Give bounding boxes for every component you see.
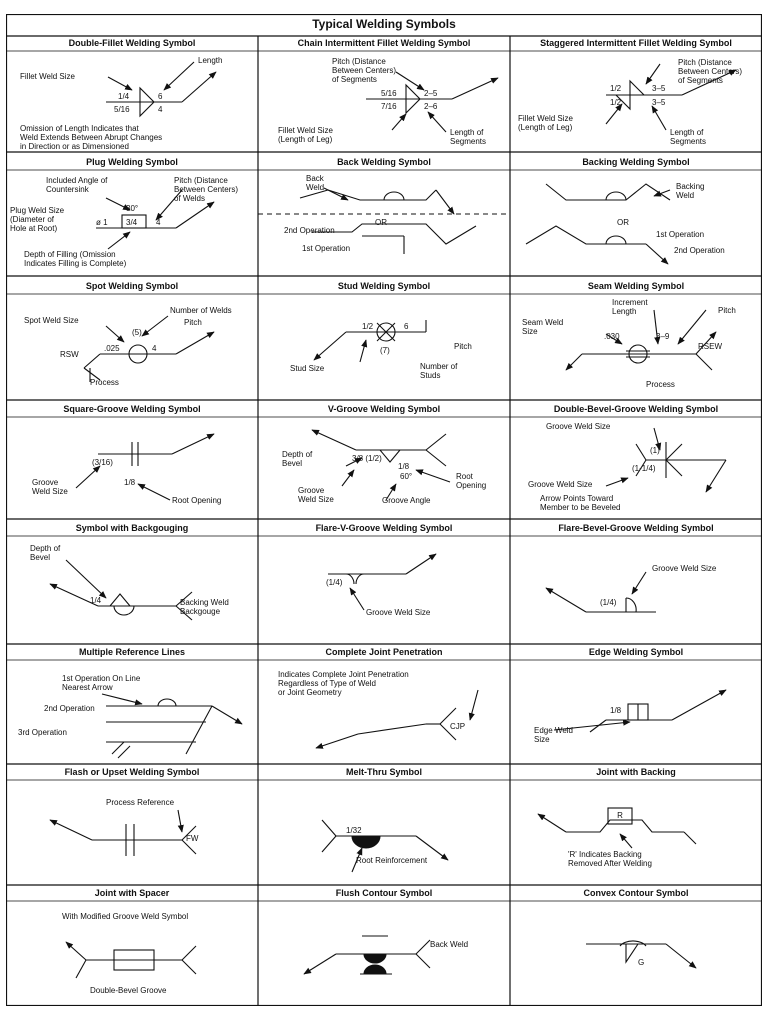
dimension-label: 4 xyxy=(152,344,157,353)
dimension-label: 7/16 xyxy=(381,102,397,111)
callout-label: Root Opening xyxy=(172,496,222,505)
dimension-label: 5/16 xyxy=(114,105,130,114)
cell-title: Square-Groove Welding Symbol xyxy=(63,404,201,414)
backing-welding-symbol xyxy=(526,184,670,264)
callout-label: Root Reinforcement xyxy=(356,856,428,865)
cell-title: Stud Welding Symbol xyxy=(337,281,431,291)
backgouging-symbol xyxy=(50,560,192,620)
dimension-label: 1/32 xyxy=(346,826,362,835)
process-label: RSW xyxy=(60,350,79,359)
double-bevel-groove-symbol xyxy=(606,428,726,492)
callout-label: Fillet Weld Size (Length of Leg) xyxy=(278,126,333,144)
cell-title: Joint with Spacer xyxy=(94,888,170,898)
callout-label: Groove Weld Size xyxy=(528,480,593,489)
callout-label: 1st Operation On Line Nearest Arrow xyxy=(62,674,141,692)
flash-upset-symbol xyxy=(50,810,199,856)
callout-label: Fillet Weld Size xyxy=(20,72,75,81)
callout-label: Depth of Bevel xyxy=(30,544,61,562)
callout-label: 1st Operation xyxy=(656,230,705,239)
dimension-label: (1) xyxy=(650,446,660,455)
dimension-label: 2–6 xyxy=(424,102,438,111)
callout-label: Groove Weld Size xyxy=(32,478,68,496)
callout-label: 2nd Operation xyxy=(284,226,335,235)
cell-title: Convex Contour Symbol xyxy=(583,888,689,898)
callout-label: Pitch xyxy=(184,318,202,327)
callout-label: Back Weld xyxy=(306,174,325,192)
dimension-label: 3–5 xyxy=(652,98,666,107)
callout-label: Groove Weld Size xyxy=(366,608,431,617)
process-label: RSEW xyxy=(698,342,722,351)
callout-label: Groove Weld Size xyxy=(298,486,334,504)
cell-title: V-Groove Welding Symbol xyxy=(327,404,441,414)
callout-label: Pitch (Distance Between Centers) of Welds xyxy=(174,176,239,203)
dimension-label: 30° xyxy=(126,204,139,213)
dimension-label: (7) xyxy=(380,346,390,355)
callout-label: Groove Weld Size xyxy=(652,564,717,573)
callout-label: Fillet Weld Size (Length of Leg) xyxy=(518,114,573,132)
dimension-label: 3/4 xyxy=(126,218,138,227)
cell-title: Plug Welding Symbol xyxy=(86,157,178,167)
dimension-label: 2–5 xyxy=(424,89,438,98)
callout-label: Groove Angle xyxy=(382,496,431,505)
dimension-label: .025 xyxy=(104,344,120,353)
callout-label: Stud Size xyxy=(290,364,325,373)
callout-label: Included Angle of Countersink xyxy=(46,176,108,194)
cell-title: Chain Intermittent Fillet Welding Symbol xyxy=(297,38,471,48)
callout-label: Pitch xyxy=(718,306,736,315)
flush-contour-symbol xyxy=(304,936,430,974)
dimension-label: 60° xyxy=(400,472,413,481)
cell-title: Multiple Reference Lines xyxy=(78,647,186,657)
callout-label: Process xyxy=(90,378,119,387)
cell-title: Double-Bevel-Groove Welding Symbol xyxy=(553,404,719,414)
callout-label: Process xyxy=(646,380,675,389)
callout-label: Backing Weld Backgouge xyxy=(180,598,229,616)
or-label: OR xyxy=(617,218,629,227)
callout-label: Plug Weld Size (Diameter of Hole at Root) xyxy=(10,206,65,233)
finish-label: G xyxy=(638,958,645,967)
cell-title: Complete Joint Penetration xyxy=(325,647,443,657)
note-label: Omission of Length Indicates that Weld Extends Between Abrupt Changes in Direction or as Dimensioned xyxy=(20,124,163,151)
callout-label: Depth of Bevel xyxy=(282,450,313,468)
cell-title: Symbol with Backgouging xyxy=(75,523,189,533)
dimension-label: 1/2 xyxy=(362,322,374,331)
cell-title: Flare-Bevel-Groove Welding Symbol xyxy=(558,523,714,533)
welding-symbols-chart xyxy=(6,14,762,1006)
callout-label: 1st Operation xyxy=(302,244,351,253)
dimension-label: 1/8 xyxy=(610,706,622,715)
callout-label: 2nd Operation xyxy=(44,704,95,713)
dimension-label: 1/2 xyxy=(610,84,622,93)
cell-title: Backing Welding Symbol xyxy=(582,157,690,167)
dimension-label: CJP xyxy=(450,722,466,731)
flare-v-groove-symbol xyxy=(328,554,436,610)
dimension-label: (1/4) xyxy=(326,578,343,587)
cell-title: Flash or Upset Welding Symbol xyxy=(64,767,200,777)
callout-label: 3rd Operation xyxy=(18,728,67,737)
dimension-label: 3–9 xyxy=(656,332,670,341)
cell-title: Spot Welding Symbol xyxy=(85,281,179,291)
square-groove-symbol xyxy=(76,434,214,500)
cell-title: Back Welding Symbol xyxy=(337,157,431,167)
callout-label: 2nd Operation xyxy=(674,246,725,255)
multiple-reference-lines-symbol xyxy=(102,694,242,758)
dimension-label: 1/2 xyxy=(610,98,622,107)
joint-with-spacer-symbol xyxy=(66,942,196,978)
callout-label: Length of Segments xyxy=(670,128,707,146)
callout-label: Back Weld xyxy=(430,940,469,949)
note-label: Arrow Points Toward Member to be Beveled xyxy=(540,494,621,512)
dimension-label: (1/4) xyxy=(600,598,617,607)
callout-label: Pitch (Distance Between Centers) of Segments xyxy=(332,57,397,84)
cell-title: Edge Welding Symbol xyxy=(588,647,684,657)
note-label: Indicates Complete Joint Penetration Regardless of Type of Weld or Joint Geometry xyxy=(278,670,409,697)
cell-title: Flare-V-Groove Welding Symbol xyxy=(315,523,453,533)
seam-welding-symbol xyxy=(566,310,716,370)
callout-label: Edge Weld Size xyxy=(534,726,573,744)
dimension-label: 6 xyxy=(158,92,163,101)
callout-label: Root Opening xyxy=(456,472,487,490)
complete-joint-penetration-symbol xyxy=(316,690,478,748)
callout-label: Number of Welds xyxy=(170,306,232,315)
callout-label: Groove Weld Size xyxy=(546,422,611,431)
dimension-label: 6 xyxy=(404,322,409,331)
cell-title: Double-Fillet Welding Symbol xyxy=(68,38,196,48)
note-label: Depth of Filling (Omission Indicates Filling is Complete) xyxy=(24,250,127,268)
dimension-label: 4 xyxy=(158,105,163,114)
callout-label: Backing Weld xyxy=(676,182,705,200)
callout-label: Number of Studs xyxy=(420,362,458,380)
cell-title: Flush Contour Symbol xyxy=(335,888,433,898)
callout-label: Length of Segments xyxy=(450,128,487,146)
dimension-label: 5/16 xyxy=(381,89,397,98)
cell-title: Seam Welding Symbol xyxy=(587,281,685,291)
dimension-label: 1/8 xyxy=(124,478,136,487)
caption-label: Double-Bevel Groove xyxy=(90,986,167,995)
dimension-label: 1/4 xyxy=(118,92,130,101)
dimension-label: 1/4 xyxy=(90,596,102,605)
process-label: FW xyxy=(186,834,199,843)
dimension-label: .030 xyxy=(604,332,620,341)
dimension-label: ø 1 xyxy=(96,218,108,227)
callout-label: Seam Weld Size xyxy=(522,318,564,336)
dimension-label: 4 xyxy=(156,218,161,227)
or-label: OR xyxy=(375,218,387,227)
callout-label: Pitch (Distance Between Centers) of Segments xyxy=(678,58,743,85)
caption-label: With Modified Groove Weld Symbol xyxy=(62,912,189,921)
callout-label: Increment Length xyxy=(612,298,648,316)
dimension-label: (1-1/4) xyxy=(632,464,656,473)
dimension-label: 3/8 (1/2) xyxy=(352,454,382,463)
cell-title: Melt-Thru Symbol xyxy=(346,767,422,777)
callout-label: Length xyxy=(198,56,223,65)
edge-welding-symbol xyxy=(554,690,726,732)
backing-r-label: R xyxy=(617,811,623,820)
dimension-label: (5) xyxy=(132,328,142,337)
dimension-label: 3–5 xyxy=(652,84,666,93)
cell-title: Joint with Backing xyxy=(596,767,676,777)
cell-title: Staggered Intermittent Fillet Welding Symbol xyxy=(540,38,732,48)
callout-label: Spot Weld Size xyxy=(24,316,79,325)
dimension-label: (3/16) xyxy=(92,458,113,467)
dimension-label: 1/8 xyxy=(398,462,410,471)
callout-label: Process Reference xyxy=(106,798,175,807)
chart-title: Typical Welding Symbols xyxy=(312,17,456,31)
note-label: 'R' Indicates Backing Removed After Welding xyxy=(568,850,652,868)
callout-label: Pitch xyxy=(454,342,472,351)
